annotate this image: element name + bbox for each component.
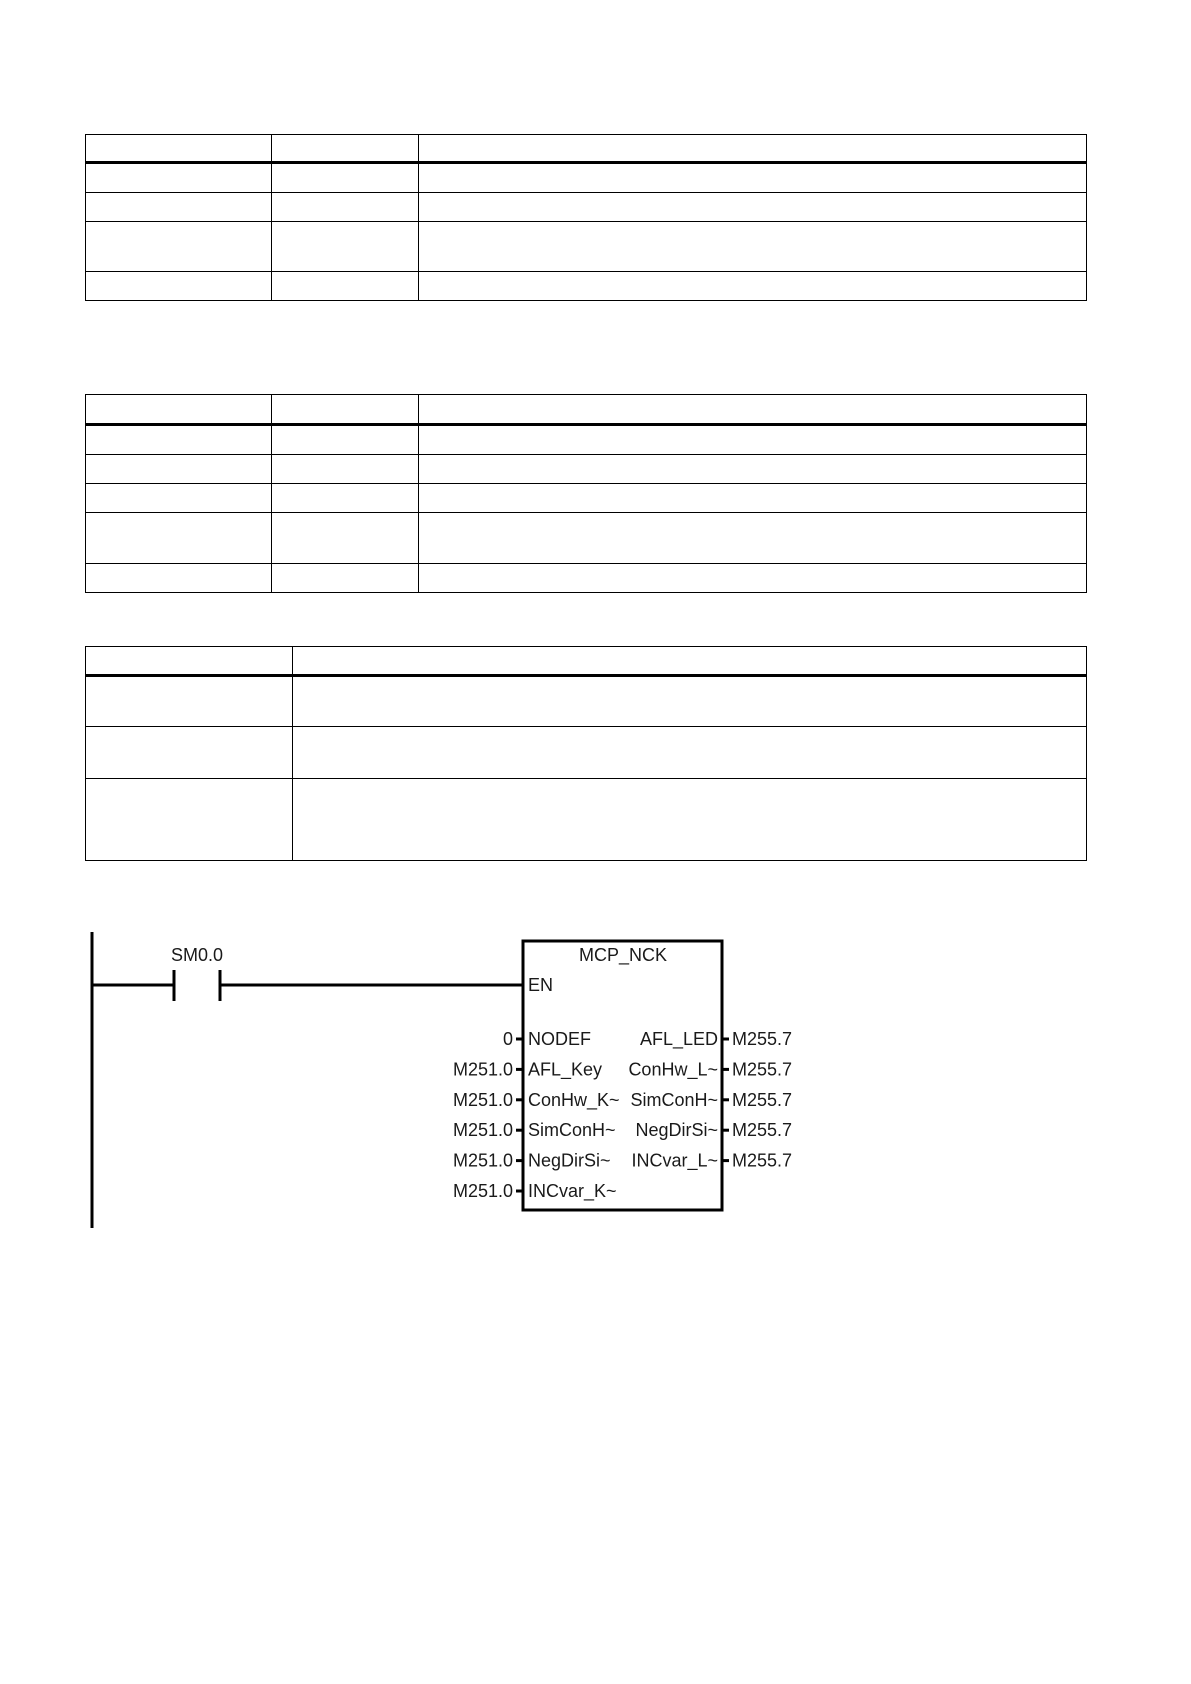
output-operand: M255.7	[732, 1029, 793, 1049]
output-operand: M255.7	[732, 1150, 793, 1171]
input-operand: M251.0	[452, 1089, 513, 1110]
input-operand: 0	[502, 1029, 513, 1049]
output-operand: M255.7	[732, 1089, 793, 1110]
output-pin-label: AFL_LED	[639, 1029, 718, 1049]
input-pin-label: ConHw_K~	[528, 1089, 620, 1110]
input-pin-label: INCvar_K~	[528, 1181, 617, 1201]
output-pin-label: NegDirSi~	[635, 1120, 718, 1141]
input-pin-label: NODEF	[528, 1029, 591, 1049]
input-pin-label: NegDirSi~	[528, 1150, 611, 1171]
input-pin-label: SimConH~	[528, 1120, 616, 1141]
input-operand: M251.0	[452, 1150, 513, 1171]
output-pin-label: INCvar_L~	[631, 1150, 718, 1171]
contact-label: SM0.0	[170, 945, 224, 965]
output-operand: M255.7	[732, 1059, 793, 1080]
output-operand: M255.7	[732, 1120, 793, 1141]
enable-pin: EN	[528, 975, 554, 995]
input-operand: M251.0	[452, 1120, 513, 1141]
output-pin-label: SimConH~	[630, 1089, 718, 1110]
output-pin-label: ConHw_L~	[628, 1059, 718, 1080]
input-operand: M251.0	[452, 1181, 513, 1201]
block-title: MCP_NCK	[578, 945, 668, 965]
input-operand: M251.0	[452, 1059, 513, 1080]
input-pin-label: AFL_Key	[528, 1059, 603, 1080]
block-pins	[453, 1029, 792, 1202]
